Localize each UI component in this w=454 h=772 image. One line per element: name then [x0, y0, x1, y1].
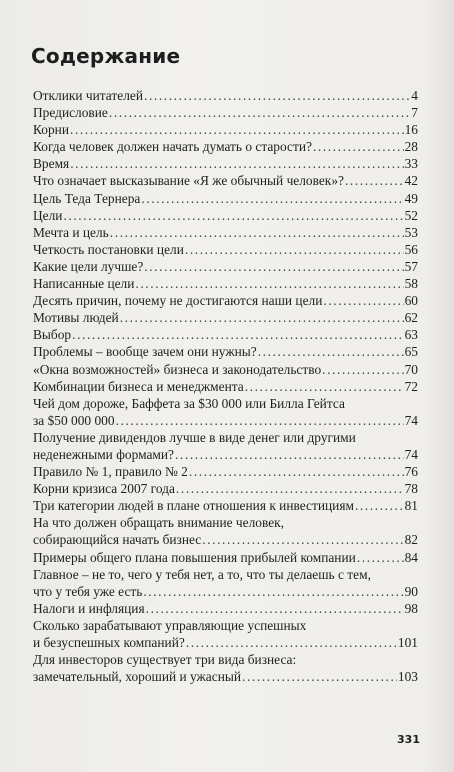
dot-leader	[313, 138, 404, 155]
toc-entry-row	[33, 104, 418, 121]
toc-entry-row	[33, 224, 418, 241]
toc-entry-row	[33, 87, 418, 104]
toc-entry-page: 62	[404, 310, 418, 326]
toc-entry-row	[33, 121, 418, 138]
toc-entry-page: 78	[404, 481, 418, 497]
toc-entry	[33, 190, 418, 207]
toc-entry	[33, 309, 418, 326]
toc-entry-title: Цели	[33, 207, 63, 223]
toc-entry-page: 63	[404, 327, 418, 343]
dot-leader	[146, 600, 404, 617]
dot-leader	[345, 172, 404, 189]
toc-entry-page: 52	[404, 207, 418, 223]
toc-entry	[33, 378, 418, 395]
toc-entry-row	[33, 155, 418, 172]
dot-leader	[189, 463, 404, 480]
dot-leader	[135, 275, 403, 292]
toc-entry-page: 81	[404, 498, 418, 514]
page-title: Содержание	[31, 44, 181, 68]
toc-entry	[33, 87, 418, 104]
toc-entry-row	[33, 497, 418, 514]
toc-entry	[33, 275, 418, 292]
toc-entry-row	[33, 412, 418, 429]
toc-entry-title: Цель Теда Тернера	[33, 190, 141, 206]
toc-entry-row	[33, 446, 418, 463]
toc-entry	[33, 361, 418, 378]
toc-entry-page: 74	[404, 446, 418, 462]
toc-entry-row	[33, 275, 418, 292]
dot-leader	[72, 326, 403, 343]
toc-entry-row	[33, 378, 418, 395]
toc-entry	[33, 463, 418, 480]
dot-leader	[141, 190, 403, 207]
toc-entry-page: 60	[404, 293, 418, 309]
dot-leader	[357, 549, 404, 566]
toc-entry-row	[33, 207, 418, 224]
toc-entry-page: 57	[404, 258, 418, 274]
toc-entry-row	[33, 138, 418, 155]
toc-entry-title: Что означает высказывание «Я же обычный человек»?	[33, 173, 344, 189]
toc-entry-row	[33, 361, 418, 378]
toc-entry	[33, 172, 418, 189]
toc-entry	[33, 326, 418, 343]
toc-entry-title-line: Сколько зарабатывают управляющие успешных	[33, 617, 307, 633]
toc-entry-title: замечательный, хороший и ужасный	[33, 669, 242, 685]
toc-entry-page: 28	[404, 139, 418, 155]
toc-entry-row	[33, 292, 418, 309]
toc-entry-row	[33, 600, 418, 617]
toc-entry-page: 33	[404, 156, 418, 172]
toc-entry-title: Какие цели лучше?	[33, 258, 144, 274]
dot-leader	[355, 497, 404, 514]
toc-entry-title: Налоги и инфляция	[33, 600, 145, 616]
dot-leader	[110, 224, 404, 241]
toc-entry-title-line: Для инвесторов существует три вида бизнеса:	[33, 652, 297, 668]
toc-entry	[33, 549, 418, 566]
toc-entry-row	[33, 583, 418, 600]
toc-entry-row	[33, 480, 418, 497]
toc-entry-page: 84	[404, 549, 418, 565]
toc-entry-title-line: Получение дивидендов лучше в виде денег или другими	[33, 429, 356, 445]
dot-leader	[120, 309, 404, 326]
toc-entry-page: 74	[404, 412, 418, 428]
dot-leader	[144, 258, 403, 275]
toc-entry	[33, 429, 418, 463]
toc-entry-title: Комбинации бизнеса и менеджмента	[33, 378, 244, 394]
dot-leader	[143, 583, 403, 600]
dot-leader	[109, 104, 410, 121]
toc-entry-title: Четкость постановки цели	[33, 241, 184, 257]
toc-entry-title: и безуспешных компаний?	[33, 635, 185, 650]
toc-entry-page: 98	[404, 600, 418, 616]
toc-entry	[33, 224, 418, 241]
dot-leader	[70, 121, 404, 138]
toc-entry-row	[33, 668, 418, 685]
toc-entry-page: 58	[404, 276, 418, 292]
toc-entry-title: собирающийся начать бизнес	[33, 532, 202, 548]
toc-entry	[33, 258, 418, 275]
toc-entry-row	[33, 172, 418, 189]
toc-entry-page: 49	[404, 190, 418, 206]
toc-entry-title: Проблемы – вообще зачем они нужны?	[33, 344, 257, 360]
dot-leader	[186, 634, 397, 651]
toc-entry	[33, 600, 418, 617]
toc-entry	[33, 207, 418, 224]
toc-entry	[33, 292, 418, 309]
dot-leader	[323, 292, 403, 309]
toc-entry-row	[33, 531, 418, 548]
toc-entry	[33, 121, 418, 138]
toc-entry-row	[33, 241, 418, 258]
dot-leader	[144, 87, 410, 104]
toc-entry-title: что у тебя уже есть	[33, 583, 143, 599]
toc-entry-row	[33, 549, 418, 566]
toc-entry	[33, 343, 418, 360]
dot-leader	[176, 480, 404, 497]
toc-entry-title-line: На что должен обращать внимание человек,	[33, 515, 285, 531]
dot-leader	[116, 412, 404, 429]
toc-entry	[33, 617, 418, 651]
spine-shadow	[424, 0, 454, 772]
toc-entry-title: Мечта и цель	[33, 224, 109, 240]
toc-entry-title: Правило № 1, правило № 2	[33, 464, 188, 480]
page-number: 331	[397, 733, 420, 746]
toc-entry-title: неденежными формами?	[33, 446, 174, 462]
toc-entry	[33, 566, 418, 600]
toc-entry-row	[33, 343, 418, 360]
toc-entry-title: Десять причин, почему не достигаются наши цели	[33, 293, 323, 309]
dot-leader	[70, 155, 403, 172]
toc-entry-page: 56	[404, 241, 418, 257]
toc-entry-page: 101	[397, 635, 418, 650]
toc-entry-title: Предисловие	[33, 105, 108, 121]
dot-leader	[175, 446, 404, 463]
table-of-contents	[33, 87, 418, 685]
toc-entry-page: 16	[404, 122, 418, 138]
dot-leader	[258, 343, 404, 360]
toc-entry-title-line: Чей дом дороже, Баффета за $30 000 или Билла Гейтса	[33, 395, 345, 411]
toc-entry-page: 76	[404, 464, 418, 480]
toc-entry-page: 53	[404, 224, 418, 240]
toc-entry-title: Выбор	[33, 327, 72, 343]
toc-entry-title: Отклики читателей	[33, 88, 143, 103]
toc-entry-title: Время	[33, 156, 70, 172]
toc-entry-title: Три категории людей в плане отношения к инвестициям	[33, 498, 354, 514]
toc-entry	[33, 395, 418, 429]
toc-entry-page: 82	[404, 532, 418, 548]
toc-entry-page: 4	[411, 88, 418, 103]
dot-leader	[63, 207, 403, 224]
toc-entry-row	[33, 463, 418, 480]
toc-entry-title: Корни	[33, 122, 69, 138]
toc-entry	[33, 497, 418, 514]
toc-entry-page: 70	[404, 361, 418, 377]
toc-entry-row	[33, 190, 418, 207]
toc-entry-row	[33, 634, 418, 651]
dot-leader	[202, 531, 403, 548]
toc-entry-page: 7	[411, 105, 418, 121]
toc-entry	[33, 651, 418, 685]
toc-entry-row	[33, 309, 418, 326]
toc-entry	[33, 241, 418, 258]
toc-entry-title: Корни кризиса 2007 года	[33, 481, 175, 497]
dot-leader	[322, 361, 403, 378]
toc-entry-title: Когда человек должен начать думать о старости?	[33, 139, 312, 155]
toc-entry-title-line: Главное – не то, чего у тебя нет, а то, что ты делаешь с тем,	[33, 566, 371, 582]
toc-entry-page: 65	[404, 344, 418, 360]
toc-entry-title: Написанные цели	[33, 276, 135, 292]
toc-entry-row	[33, 258, 418, 275]
toc-entry-title: Примеры общего плана повышения прибылей компании	[33, 549, 356, 565]
toc-entry-title: за $50 000 000	[33, 412, 115, 428]
toc-entry-page: 103	[397, 669, 418, 685]
toc-entry-page: 90	[404, 583, 418, 599]
toc-entry	[33, 514, 418, 548]
dot-leader	[245, 378, 404, 395]
dot-leader	[185, 241, 404, 258]
toc-entry	[33, 480, 418, 497]
dot-leader	[242, 668, 397, 685]
toc-entry-page: 72	[404, 378, 418, 394]
toc-entry	[33, 138, 418, 155]
toc-entry	[33, 104, 418, 121]
toc-entry	[33, 155, 418, 172]
toc-entry-title: Мотивы людей	[33, 310, 119, 326]
toc-entry-row	[33, 326, 418, 343]
toc-entry-title: «Окна возможностей» бизнеса и законодательство	[33, 361, 322, 377]
toc-entry-page: 42	[404, 173, 418, 189]
